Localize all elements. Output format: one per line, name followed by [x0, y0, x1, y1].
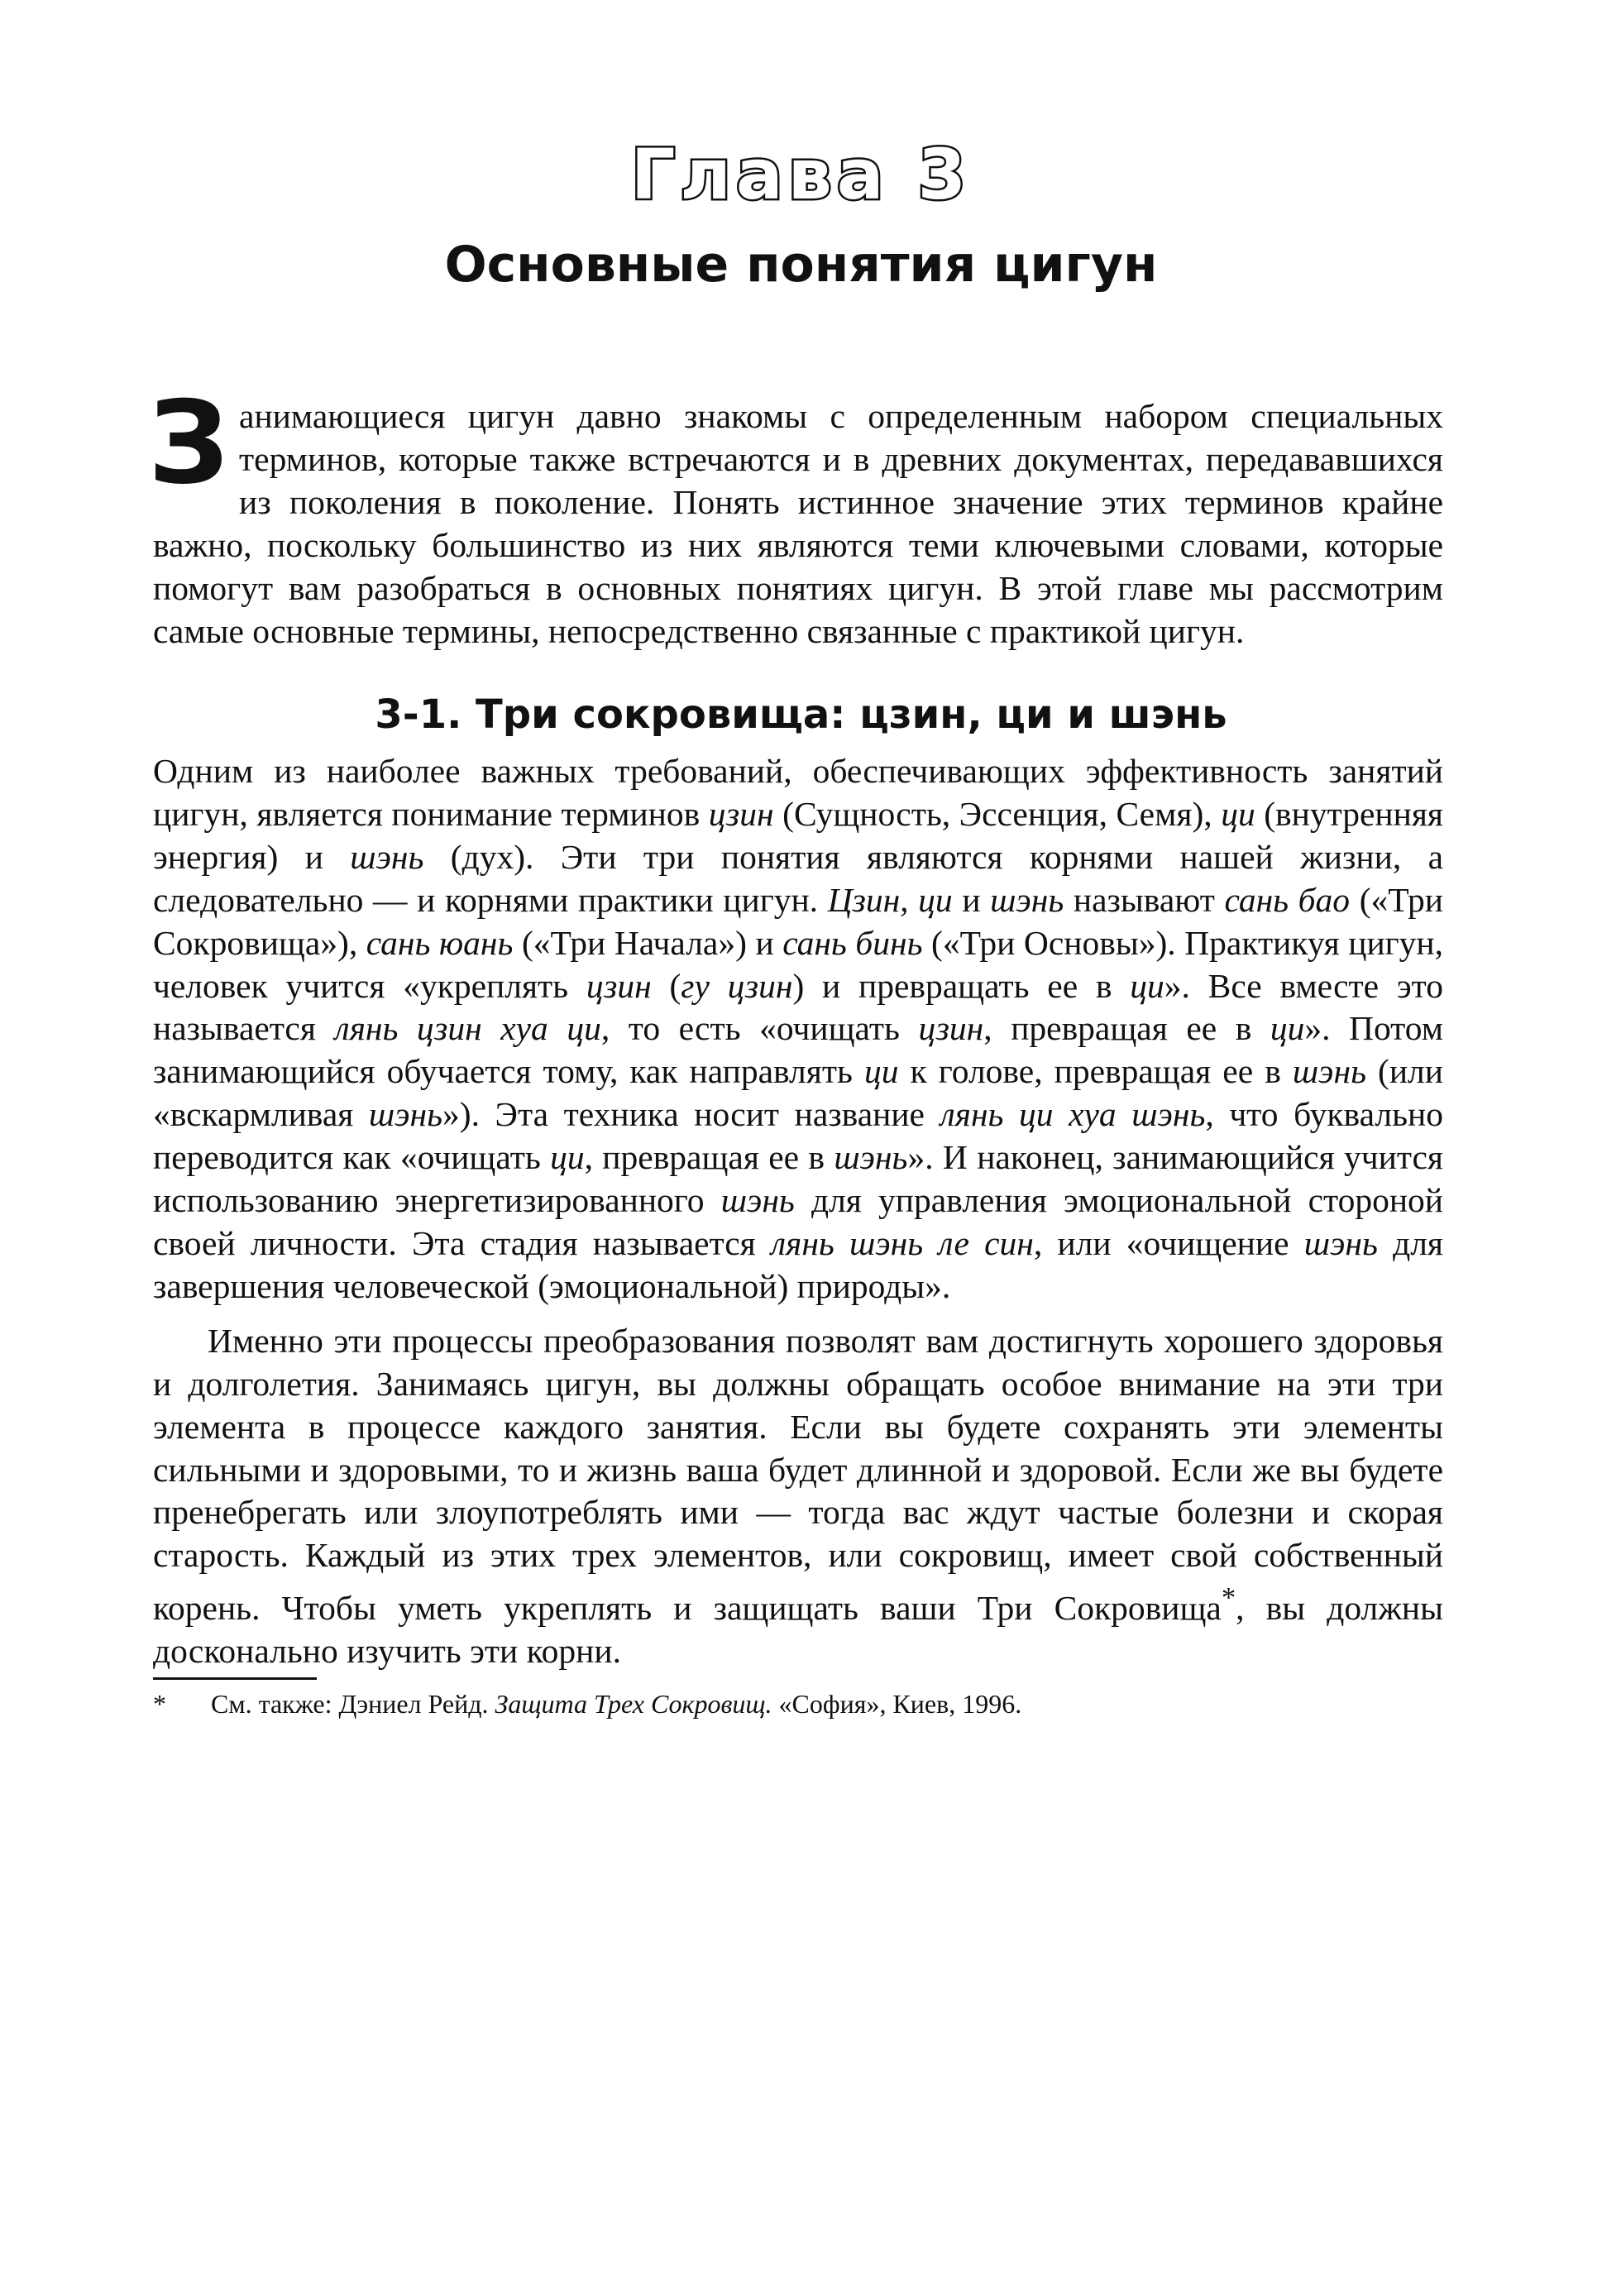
drop-cap: З	[148, 376, 230, 509]
footnote: * См. также: Дэниел Рейд. Защита Трех Сокровищ. «София», Киев, 1996.	[153, 1689, 1022, 1719]
chapter-label: Глава 3	[630, 134, 972, 215]
footnote-mark: *	[153, 1689, 166, 1719]
section-paragraph-1: Одним из наиболее важных требований, обеспечивающих эффективность занятий цигун, является понимание терминов цзин (Сущность, Эссенция, Семя), ци (внутренняя энергия) и шэнь (дух). Эти три понятия являются корнями нашей жизни, а следовательно — и корнями практики цигун. Цзин, ци и шэнь называют сань бао («Три Сокровища»), сань юань («Три Начала») и сань бинь («Три Основы»). Практикуя цигун, человек учится «укреплять цзин (гу цзин) и превращать ее в ци». Все вместе это называется лянь цзин хуа ци, то есть «очищать цзин, превращая ее в ци». Потом занимающийся обучается тому, как направлять ци к голове, превращая ее в шэнь (или «вскармливая шэнь»). Эта техника носит название лянь ци хуа шэнь, что буквально переводится как «очищать ци, превращая ее в шэнь». И наконец, занимающийся учится использованию энергетизированного шэнь для управления эмоциональной стороной своей личности. Эта стадия называется лянь шэнь ле син, или «очищение шэнь для завершения человеческой (эмоциональной) природы».	[153, 752, 1444, 1305]
intro-text: анимающиеся цигун давно знакомы с определенным набором специальных терминов, которые также встречаются и в древних документах, передававшихся из поколения в поколение. Понять истинное значение этих терминов крайне важно, поскольку большинство из них являются теми ключевыми словами, которые помогут вам разобраться в основных понятиях цигун. В этой главе мы рассмотрим самые основные термины, непосредственно связанные с практикой цигун.	[153, 397, 1443, 650]
footnote-divider	[153, 1677, 317, 1680]
section-heading: 3-1. Три сокровища: цзин, ци и шэнь	[375, 691, 1227, 738]
section-body	[153, 750, 1443, 1673]
intro-paragraph	[148, 376, 1443, 653]
section-paragraph-2: Именно эти процессы преобразования позволят вам достигнуть хорошего здоровья и долголетия. Занимаясь цигун, вы должны обращать особое внимание на эти три элемента в процессе каждого занятия. Если вы будете сохранять эти элементы сильными и здоровыми, то и жизнь ваша будет длинной и здоровой. Если же вы будете пренебрегать или злоупотреблять ими — тогда вас ждут частые болезни и скорая старость. Каждый из этих трех элементов, или сокровищ, имеет свой собственный корень. Чтобы уметь укреплять и защищать ваши Три Сокровища*, вы должны досконально изучить эти корни.	[153, 1321, 1443, 1670]
chapter-title: Основные понятия цигун	[444, 236, 1158, 294]
footnote-reference: *	[1221, 1582, 1236, 1614]
